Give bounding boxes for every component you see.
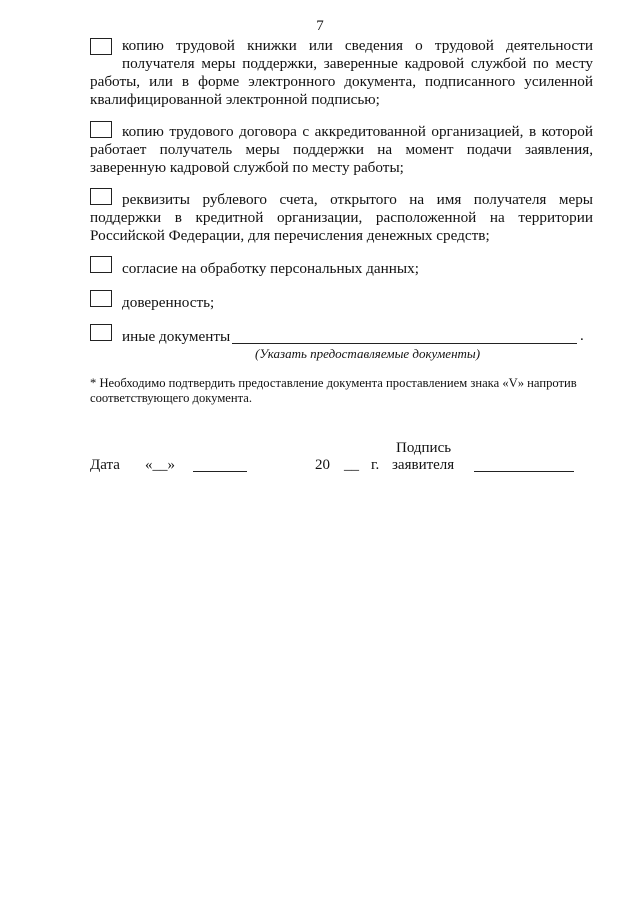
- item-employment-contract-line-1: копию трудового договора с аккредитованной организацией, в которой: [122, 123, 593, 140]
- other-documents-input-line[interactable]: [232, 343, 577, 344]
- item-employment-record-line-2: получателя меры поддержки, заверенные кадровой службой по месту: [122, 55, 593, 72]
- year-prefix: 20: [315, 457, 330, 473]
- item-bank-details-line-2: поддержки в кредитной организации, расположенной на территории: [90, 209, 593, 226]
- checkbox-personal-data-consent[interactable]: [90, 256, 112, 273]
- item-employment-record-line-3: работы, или в форме электронного документа, подписанного усиленной: [90, 73, 593, 90]
- year-suffix-field[interactable]: __: [344, 457, 359, 473]
- signature-label-line-2: заявителя: [392, 457, 455, 473]
- checkbox-power-of-attorney[interactable]: [90, 290, 112, 307]
- item-bank-details-line-3: Российской Федерации, для перечисления денежных средств;: [90, 227, 490, 244]
- item-employment-contract-line-2: работает получатель меры поддержки на момент подачи заявления,: [90, 141, 593, 158]
- footnote-line-2: соответствующего документа.: [90, 391, 253, 405]
- other-documents-period: .: [580, 328, 584, 344]
- date-day-field[interactable]: «__»: [145, 457, 175, 473]
- checkbox-bank-details[interactable]: [90, 188, 112, 205]
- checkbox-employment-record[interactable]: [90, 38, 112, 55]
- date-month-line[interactable]: [193, 471, 247, 472]
- year-unit: г.: [371, 457, 380, 473]
- date-label: Дата: [90, 457, 120, 473]
- footnote-line-1: * Необходимо подтвердить предоставление документа проставлением знака «V» напротив: [90, 376, 577, 390]
- checkbox-employment-contract[interactable]: [90, 121, 112, 138]
- other-documents-caption: (Указать предоставляемые документы): [255, 346, 481, 361]
- item-employment-contract-line-3: заверенную кадровой службой по месту работы;: [90, 159, 404, 176]
- item-employment-record-line-4: квалифицированной электронной подписью;: [90, 91, 380, 108]
- signature-label-line-1: Подпись: [396, 440, 452, 456]
- item-bank-details-line-1: реквизиты рублевого счета, открытого на имя получателя меры: [122, 191, 593, 208]
- checkbox-other-documents[interactable]: [90, 324, 112, 341]
- page-number: 7: [316, 18, 324, 34]
- item-other-documents-label: иные документы: [122, 328, 231, 345]
- item-power-of-attorney: доверенность;: [122, 294, 215, 311]
- signature-line[interactable]: [474, 471, 574, 472]
- item-personal-data-consent: согласие на обработку персональных данных;: [122, 260, 419, 277]
- item-employment-record-line-1: копию трудовой книжки или сведения о трудовой деятельности: [122, 37, 593, 54]
